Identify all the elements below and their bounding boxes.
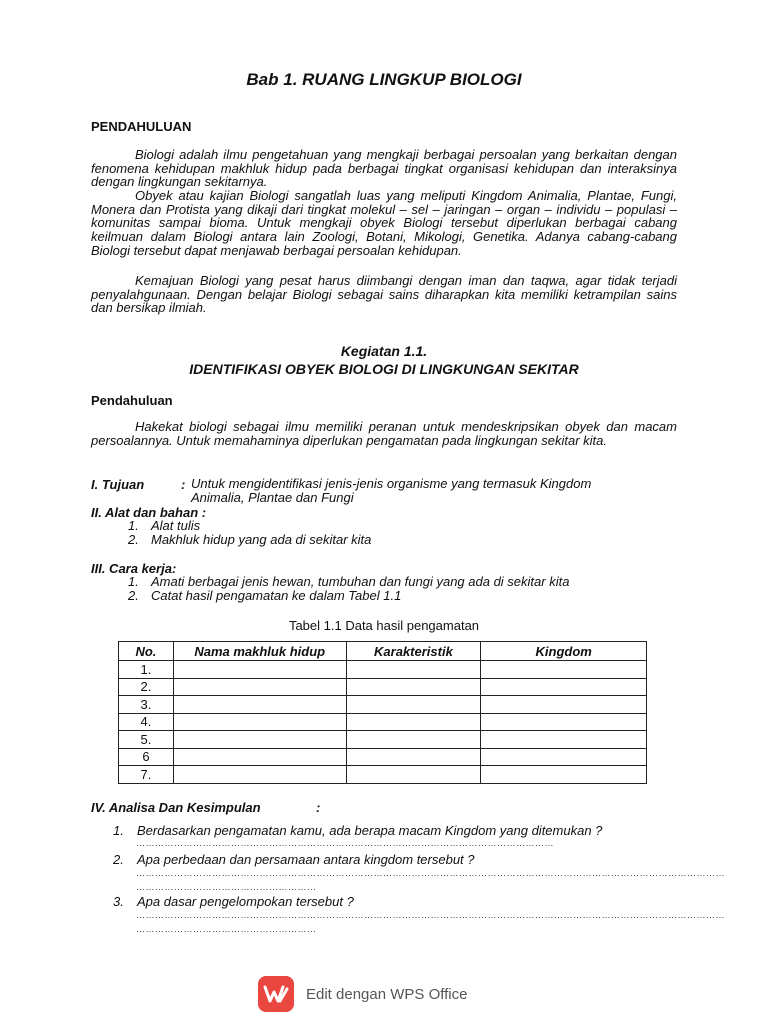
answer-line[interactable]: …………………………………………………………………………………………………………………………………………………………………… (136, 910, 725, 920)
name-cell[interactable] (173, 696, 346, 714)
row-number: 2. (119, 678, 174, 696)
characteristics-cell[interactable] (346, 748, 481, 766)
header-kingdom: Kingdom (481, 642, 647, 661)
characteristics-cell[interactable] (346, 661, 481, 679)
chapter-title: Bab 1. RUANG LINGKUP BIOLOGI (246, 70, 522, 89)
intro-paragraph-1: Biologi adalah ilmu pengetahuan yang mengkaji berbagai persoalan yang berkaitan dengan fenomena kehidupan makhluk hidup pada berbagai tingkat organisasi kehidupan dan interaksinya dengan lingkungan sekitarnya. (91, 147, 677, 190)
materials-item-number: 1. (128, 518, 139, 533)
table-row (119, 661, 647, 679)
table-row (119, 678, 647, 696)
procedure-item-text: Catat hasil pengamatan ke dalam Tabel 1.1 (151, 588, 402, 603)
name-cell[interactable] (173, 766, 346, 784)
activity-intro-paragraph: Hakekat biologi sebagai ilmu memiliki peranan untuk mendeskripsikan obyek dan macam persoalannya. Untuk memahaminya diperlukan pengamatan pada lingkungan sekitar kita. (91, 419, 677, 448)
materials-item-text: Makhluk hidup yang ada di sekitar kita (151, 532, 372, 547)
answer-line[interactable]: …………………………………………………………………………………………………………………………………………………………………… (136, 868, 725, 878)
materials-item (128, 533, 648, 547)
name-cell[interactable] (173, 731, 346, 749)
table-header-row (119, 642, 647, 661)
kingdom-cell[interactable] (481, 766, 647, 784)
procedure-item-text: Amati berbagai jenis hewan, tumbuhan dan fungi yang ada di sekitar kita (151, 574, 570, 589)
row-number: 5. (119, 731, 174, 749)
procedure-item (128, 575, 668, 589)
row-number: 6 (119, 748, 174, 766)
wps-logo-icon (258, 976, 294, 1012)
kingdom-cell[interactable] (481, 696, 647, 714)
question-number: 1. (113, 823, 124, 838)
objective-label: I. Tujuan (91, 477, 145, 492)
kingdom-cell[interactable] (481, 731, 647, 749)
question-number: 3. (113, 894, 124, 909)
table-row (119, 713, 647, 731)
kingdom-cell[interactable] (481, 678, 647, 696)
characteristics-cell[interactable] (346, 731, 481, 749)
analysis-colon: : (316, 800, 321, 815)
name-cell[interactable] (173, 678, 346, 696)
procedure-item (128, 589, 668, 603)
kingdom-cell[interactable] (481, 661, 647, 679)
table-row (119, 748, 647, 766)
kingdom-cell[interactable] (481, 713, 647, 731)
header-no: No. (119, 642, 174, 661)
wps-edit-button[interactable] (258, 976, 467, 1012)
question-number: 2. (113, 852, 124, 867)
row-number: 7. (119, 766, 174, 784)
answer-line[interactable]: ………………………………………………… (136, 924, 317, 934)
objective-line-2: Animalia, Plantae dan Fungi (191, 490, 354, 505)
header-name: Nama makhluk hidup (173, 642, 346, 661)
intro-paragraph-3: Kemajuan Biologi yang pesat harus diimbangi dengan iman dan taqwa, agar tidak terjadi penyalahgunaan. Dengan belajar Biologi sebagai sains diharapkan kita memiliki ketrampilan sains dan bersikap ilmiah. (91, 273, 677, 316)
procedure-heading: III. Cara kerja: (91, 561, 177, 576)
wps-edit-label: Edit dengan WPS Office (306, 985, 468, 1003)
characteristics-cell[interactable] (346, 696, 481, 714)
name-cell[interactable] (173, 713, 346, 731)
row-number: 1. (119, 661, 174, 679)
table-row (119, 766, 647, 784)
name-cell[interactable] (173, 748, 346, 766)
intro-paragraph-2: Obyek atau kajian Biologi sangatlah luas yang meliputi Kingdom Animalia, Plantae, Fungi, Monera dan Protista yang dikaji dari tingkat molekul – sel – jaringan – organ – individu – populasi – komunitas sampai bioma. Untuk mengkaji obyek Biologi tersebut diperlukan berbagai cabang keilmuan dalam Biologi antara lain Zoologi, Botani, Mikologi, Genetika. Adanya cabang-cabang Biologi tersebut dapat menjawab berbagai persoalan kehidupan. (91, 188, 677, 258)
observation-table (118, 641, 647, 784)
table-row (119, 731, 647, 749)
objective-colon: : (181, 477, 186, 492)
question-text: Berdasarkan pengamatan kamu, ada berapa macam Kingdom yang ditemukan ? (137, 823, 603, 838)
row-number: 3. (119, 696, 174, 714)
question-text: Apa dasar pengelompokan tersebut ? (137, 894, 354, 909)
answer-line[interactable]: …………………………………………………………………………………………………………………… (136, 838, 554, 848)
question-text: Apa perbedaan dan persamaan antara kingdom tersebut ? (137, 852, 475, 867)
intro-heading: PENDAHULUAN (91, 119, 192, 134)
materials-item-text: Alat tulis (151, 518, 201, 533)
activity-intro-heading: Pendahuluan (91, 393, 173, 408)
objective-line-1: Untuk mengidentifikasi jenis-jenis organisme yang termasuk Kingdom (191, 476, 592, 491)
materials-item-number: 2. (128, 532, 139, 547)
activity-number: Kegiatan 1.1. (340, 343, 428, 359)
procedure-item-number: 2. (128, 588, 139, 603)
materials-heading: II. Alat dan bahan : (91, 505, 207, 520)
procedure-item-number: 1. (128, 574, 139, 589)
characteristics-cell[interactable] (346, 678, 481, 696)
header-characteristics: Karakteristik (346, 642, 481, 661)
kingdom-cell[interactable] (481, 748, 647, 766)
name-cell[interactable] (173, 661, 346, 679)
table-caption: Tabel 1.1 Data hasil pengamatan (288, 618, 480, 633)
characteristics-cell[interactable] (346, 713, 481, 731)
analysis-heading: IV. Analisa Dan Kesimpulan (91, 800, 261, 815)
characteristics-cell[interactable] (346, 766, 481, 784)
activity-title: IDENTIFIKASI OBYEK BIOLOGI DI LINGKUNGAN SEKITAR (189, 361, 579, 377)
answer-line[interactable]: ………………………………………………… (136, 882, 317, 892)
materials-item (128, 519, 648, 533)
table-row (119, 696, 647, 714)
row-number: 4. (119, 713, 174, 731)
